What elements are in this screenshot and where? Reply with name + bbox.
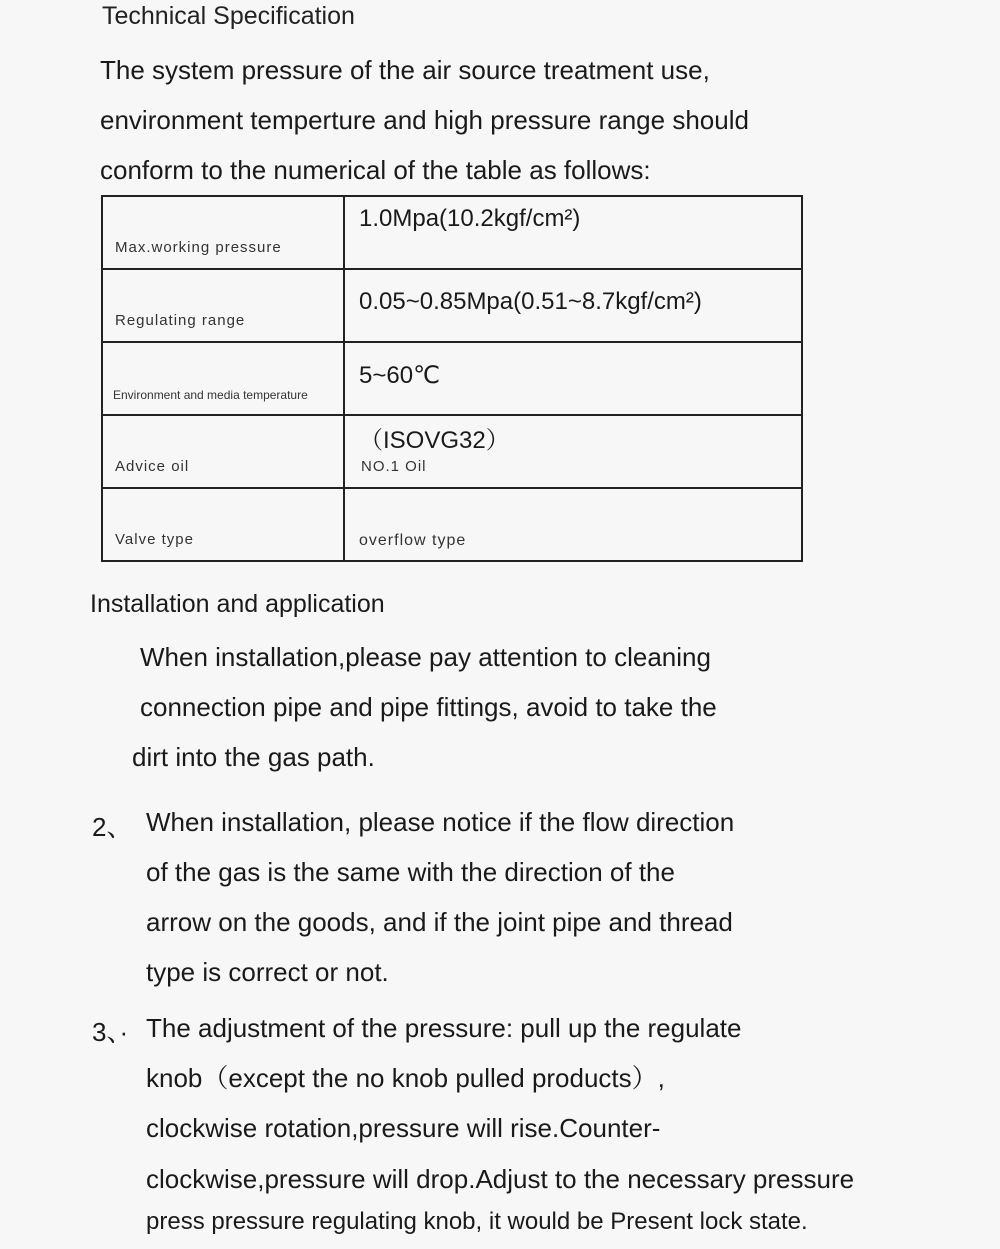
- spec-value: 1.0Mpa(10.2kgf/cm²): [359, 205, 581, 232]
- table-row: [102, 269, 802, 342]
- spec-label: Regulating range: [115, 312, 246, 329]
- spec-label: Max.working pressure: [115, 239, 282, 256]
- intro-line: The system pressure of the air source treatment use,: [100, 55, 710, 85]
- instruction-line: press pressure regulating knob, it would be Present lock state.: [146, 1208, 808, 1235]
- instruction-line: The adjustment of the pressure: pull up the regulate: [146, 1013, 742, 1043]
- table-row: [102, 415, 802, 488]
- intro-line: conform to the numerical of the table as follows:: [100, 155, 651, 185]
- spec-value: （ISOVG32）: [359, 427, 510, 454]
- instruction-line: knob（except the no knob pulled products）,: [146, 1063, 665, 1093]
- instruction-item-2: [146, 797, 734, 997]
- item-number: 2、: [92, 812, 133, 842]
- spec-value: 0.05~0.85Mpa(0.51~8.7kgf/cm²): [359, 288, 702, 315]
- spec-value: 5~60℃: [359, 362, 441, 389]
- table-row: [102, 488, 802, 561]
- instruction-line: connection pipe and pipe fittings, avoid to take the: [140, 692, 717, 722]
- instruction-item-3: [146, 1003, 854, 1239]
- intro-line: environment temperture and high pressure range should: [100, 105, 749, 135]
- spec-label: Advice oil: [115, 458, 190, 475]
- spec-label: Environment and media temperature: [113, 388, 308, 402]
- item-number: 3、·: [92, 1017, 129, 1047]
- instruction-line: When installation,please pay attention to cleaning: [140, 642, 711, 672]
- document-title: Technical Specification: [102, 2, 355, 30]
- instruction-line: of the gas is the same with the direction of the: [146, 857, 675, 887]
- spec-value: overflow type: [359, 532, 467, 549]
- table-row: [102, 196, 802, 269]
- instruction-line: dirt into the gas path.: [132, 742, 375, 772]
- spec-subvalue: NO.1 Oil: [361, 458, 427, 475]
- spec-label: Valve type: [115, 531, 194, 548]
- instruction-item-1: [132, 632, 717, 782]
- section-heading: Installation and application: [90, 590, 385, 618]
- instruction-line: clockwise,pressure will drop.Adjust to the necessary pressure: [146, 1164, 855, 1194]
- instruction-line: When installation, please notice if the flow direction: [146, 807, 735, 837]
- instruction-line: clockwise rotation,pressure will rise.Counter-: [146, 1113, 661, 1143]
- instruction-line: type is correct or not.: [146, 957, 389, 987]
- instruction-line: arrow on the goods, and if the joint pipe and thread: [146, 907, 733, 937]
- spec-table: [101, 195, 803, 562]
- table-row: [102, 342, 802, 415]
- intro-paragraph: [100, 45, 860, 195]
